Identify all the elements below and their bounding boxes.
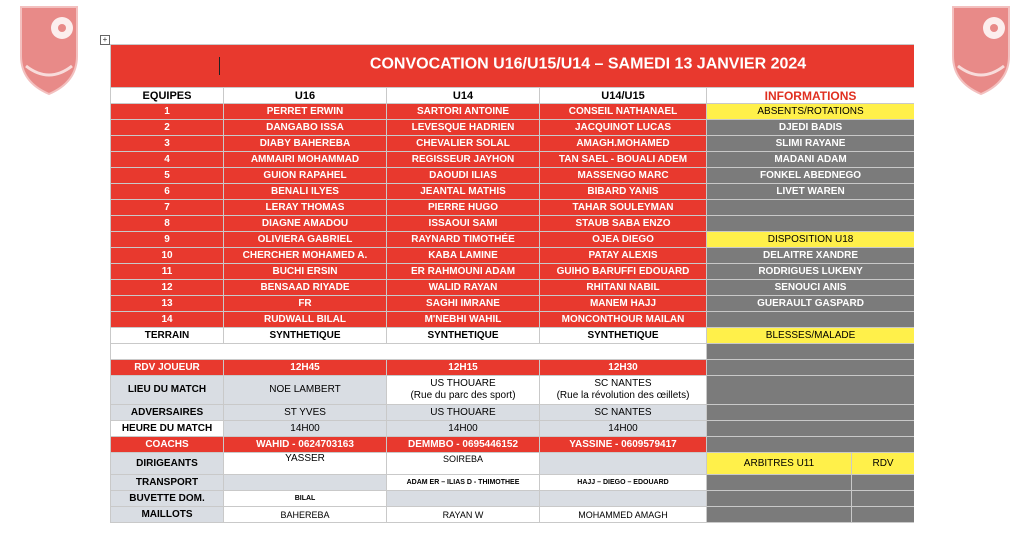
coachs-u16: WAHID - 0624703163	[224, 437, 387, 453]
rdv-u14: 12H15	[387, 360, 540, 376]
player-u1415: RHITANI NABIL	[540, 280, 707, 296]
player-row	[111, 248, 915, 264]
player-u1415: OJEA DIEGO	[540, 232, 707, 248]
lieu-u16: NOE LAMBERT	[224, 376, 387, 405]
text-cursor	[219, 57, 220, 75]
coachs-row	[111, 437, 915, 453]
buvette-u16: BILAL	[224, 491, 387, 507]
buvette-row	[111, 491, 915, 507]
player-u14: CHEVALIER SOLAL	[387, 136, 540, 152]
row-number: 14	[111, 312, 224, 328]
maillots-u1415: MOHAMMED AMAGH	[540, 507, 707, 523]
buvette-u1415	[540, 491, 707, 507]
info-cell: GUERAULT GASPARD	[707, 296, 915, 312]
info-cell: LIVET WAREN	[707, 184, 915, 200]
dirigeants-u1415	[540, 453, 707, 475]
maillots-u14: RAYAN W	[387, 507, 540, 523]
player-u14: DAOUDI ILIAS	[387, 168, 540, 184]
player-row	[111, 264, 915, 280]
coachs-label: COACHS	[111, 437, 224, 453]
title-row	[111, 45, 915, 88]
spacer-row	[111, 344, 915, 360]
player-row	[111, 104, 915, 120]
adversaires-row	[111, 405, 915, 421]
transport-u14: ADAM ER – ILIAS D - THIMOTHEE	[387, 475, 540, 491]
adversaires-u16: ST YVES	[224, 405, 387, 421]
player-u14: KABA LAMINE	[387, 248, 540, 264]
arbitres-u11-header: ARBITRES U11	[707, 453, 852, 475]
player-u16: RUDWALL BILAL	[224, 312, 387, 328]
lieu-label: LIEU DU MATCH	[111, 376, 224, 405]
player-u14: SARTORI ANTOINE	[387, 104, 540, 120]
row-number: 8	[111, 216, 224, 232]
player-u16: FR	[224, 296, 387, 312]
player-u16: DANGABO ISSA	[224, 120, 387, 136]
player-u16: AMMAIRI MOHAMMAD	[224, 152, 387, 168]
player-rows	[111, 104, 915, 328]
player-u14: PIERRE HUGO	[387, 200, 540, 216]
lieu-u14-address: (Rue du parc des sport)	[410, 390, 516, 401]
player-u14: RAYNARD TIMOTHÉE	[387, 232, 540, 248]
player-u1415: MASSENGO MARC	[540, 168, 707, 184]
coachs-u1415: YASSINE - 0609579417	[540, 437, 707, 453]
player-u16: DIAGNE AMADOU	[224, 216, 387, 232]
player-row	[111, 280, 915, 296]
player-u16: OLIVIERA GABRIEL	[224, 232, 387, 248]
adversaires-u14: US THOUARE	[387, 405, 540, 421]
info-cell: DISPOSITION U18	[707, 232, 915, 248]
row-number: 2	[111, 120, 224, 136]
player-row	[111, 136, 915, 152]
transport-u1415: HAJJ – DIEGO – EDOUARD	[540, 475, 707, 491]
row-number: 9	[111, 232, 224, 248]
player-u14: REGISSEUR JAYHON	[387, 152, 540, 168]
player-u1415: CONSEIL NATHANAEL	[540, 104, 707, 120]
player-u1415: MANEM HAJJ	[540, 296, 707, 312]
convocation-table	[110, 44, 914, 523]
dirigeants-u16: YASSER	[224, 453, 387, 475]
club-logo-right	[950, 4, 1012, 96]
player-u16: GUION RAPAHEL	[224, 168, 387, 184]
lieu-u1415	[540, 376, 707, 405]
player-u14: WALID RAYAN	[387, 280, 540, 296]
row-number: 13	[111, 296, 224, 312]
player-u1415: TAN SAEL - BOUALI ADEM	[540, 152, 707, 168]
heure-u14: 14H00	[387, 421, 540, 437]
terrain-label: TERRAIN	[111, 328, 224, 344]
info-cell: SLIMI RAYANE	[707, 136, 915, 152]
row-number: 6	[111, 184, 224, 200]
player-u16: BENALI ILYES	[224, 184, 387, 200]
player-u14: ISSAOUI SAMI	[387, 216, 540, 232]
player-u1415: BIBARD YANIS	[540, 184, 707, 200]
rdv-u16: 12H45	[224, 360, 387, 376]
header-informations: INFORMATIONS	[707, 88, 915, 104]
player-u14: M'NEBHI WAHIL	[387, 312, 540, 328]
info-empty	[707, 376, 915, 405]
terrain-u1415: SYNTHETIQUE	[540, 328, 707, 344]
player-u16: PERRET ERWIN	[224, 104, 387, 120]
player-row	[111, 232, 915, 248]
player-u16: CHERCHER MOHAMED A.	[224, 248, 387, 264]
info-cell: DJEDI BADIS	[707, 120, 915, 136]
heure-row	[111, 421, 915, 437]
info-cell	[707, 216, 915, 232]
info-empty	[707, 344, 915, 360]
coachs-u14: DEMMBO - 0695446152	[387, 437, 540, 453]
rdv-u1415: 12H30	[540, 360, 707, 376]
info-cell: FONKEL ABEDNEGO	[707, 168, 915, 184]
info-empty	[707, 437, 915, 453]
rdv-empty	[852, 475, 915, 491]
player-u16: BUCHI ERSIN	[224, 264, 387, 280]
transport-row	[111, 475, 915, 491]
transport-u16	[224, 475, 387, 491]
rdv-row	[111, 360, 915, 376]
header-u1415: U14/U15	[540, 88, 707, 104]
maillots-label: MAILLOTS	[111, 507, 224, 523]
player-row	[111, 120, 915, 136]
player-u14: ER RAHMOUNI ADAM	[387, 264, 540, 280]
dirigeants-label: DIRIGEANTS	[111, 453, 224, 475]
arbitres-empty	[707, 475, 852, 491]
header-equipes: EQUIPES	[111, 88, 224, 104]
player-row	[111, 200, 915, 216]
arbitres-empty	[707, 491, 852, 507]
row-number: 3	[111, 136, 224, 152]
info-cell: SENOUCI ANIS	[707, 280, 915, 296]
row-number: 7	[111, 200, 224, 216]
lieu-u14-name: US THOUARE	[430, 378, 496, 389]
player-u1415: AMAGH.MOHAMED	[540, 136, 707, 152]
terrain-u16: SYNTHETIQUE	[224, 328, 387, 344]
info-empty	[707, 405, 915, 421]
lieu-row	[111, 376, 915, 405]
info-cell	[707, 200, 915, 216]
lieu-u14	[387, 376, 540, 405]
player-row	[111, 296, 915, 312]
heure-label: HEURE DU MATCH	[111, 421, 224, 437]
player-u1415: TAHAR SOULEYMAN	[540, 200, 707, 216]
adversaires-u1415: SC NANTES	[540, 405, 707, 421]
player-row	[111, 168, 915, 184]
player-row	[111, 184, 915, 200]
club-logo-left	[18, 4, 80, 96]
rdv-header: RDV	[852, 453, 915, 475]
spacer-cell	[111, 344, 707, 360]
transport-label: TRANSPORT	[111, 475, 224, 491]
terrain-row	[111, 328, 915, 344]
buvette-u14	[387, 491, 540, 507]
player-row	[111, 216, 915, 232]
buvette-label: BUVETTE DOM.	[111, 491, 224, 507]
row-number: 4	[111, 152, 224, 168]
terrain-u14: SYNTHETIQUE	[387, 328, 540, 344]
player-u1415: MONCONTHOUR MAILAN	[540, 312, 707, 328]
adversaires-label: ADVERSAIRES	[111, 405, 224, 421]
player-u1415: STAUB SABA ENZO	[540, 216, 707, 232]
player-u1415: GUIHO BARUFFI EDOUARD	[540, 264, 707, 280]
info-cell: MADANI ADAM	[707, 152, 915, 168]
title-cell	[111, 45, 915, 88]
player-u16: DIABY BAHEREBA	[224, 136, 387, 152]
row-number: 5	[111, 168, 224, 184]
info-cell	[707, 312, 915, 328]
row-number: 12	[111, 280, 224, 296]
rdv-empty	[852, 507, 915, 523]
row-number: 11	[111, 264, 224, 280]
table-move-handle-icon[interactable]: +	[100, 35, 110, 45]
player-row	[111, 312, 915, 328]
player-u16: BENSAAD RIYADE	[224, 280, 387, 296]
rdv-label: RDV JOUEUR	[111, 360, 224, 376]
info-empty	[707, 360, 915, 376]
blesses-header: BLESSES/MALADE	[707, 328, 915, 344]
row-number: 10	[111, 248, 224, 264]
header-u16: U16	[224, 88, 387, 104]
info-empty	[707, 421, 915, 437]
lieu-u1415-address: (Rue la révolution des œillets)	[556, 390, 690, 401]
info-cell: ABSENTS/ROTATIONS	[707, 104, 915, 120]
player-u14: SAGHI IMRANE	[387, 296, 540, 312]
player-u16: LERAY THOMAS	[224, 200, 387, 216]
player-u14: JEANTAL MATHIS	[387, 184, 540, 200]
maillots-row	[111, 507, 915, 523]
player-u14: LEVESQUE HADRIEN	[387, 120, 540, 136]
heure-u16: 14H00	[224, 421, 387, 437]
page-title: CONVOCATION U16/U15/U14 – SAMEDI 13 JANVIER 2024	[369, 55, 807, 73]
header-u14: U14	[387, 88, 540, 104]
rdv-empty	[852, 491, 915, 507]
info-cell: RODRIGUES LUKENY	[707, 264, 915, 280]
heure-u1415: 14H00	[540, 421, 707, 437]
lieu-u1415-name: SC NANTES	[594, 378, 652, 389]
dirigeants-row	[111, 453, 915, 475]
header-row	[111, 88, 915, 104]
player-row	[111, 152, 915, 168]
row-number: 1	[111, 104, 224, 120]
player-u1415: PATAY ALEXIS	[540, 248, 707, 264]
arbitres-empty	[707, 507, 852, 523]
info-cell: DELAITRE XANDRE	[707, 248, 915, 264]
dirigeants-u14: SOIREBA	[387, 453, 540, 475]
player-u1415: JACQUINOT LUCAS	[540, 120, 707, 136]
maillots-u16: BAHEREBA	[224, 507, 387, 523]
convocation-sheet	[110, 44, 914, 545]
